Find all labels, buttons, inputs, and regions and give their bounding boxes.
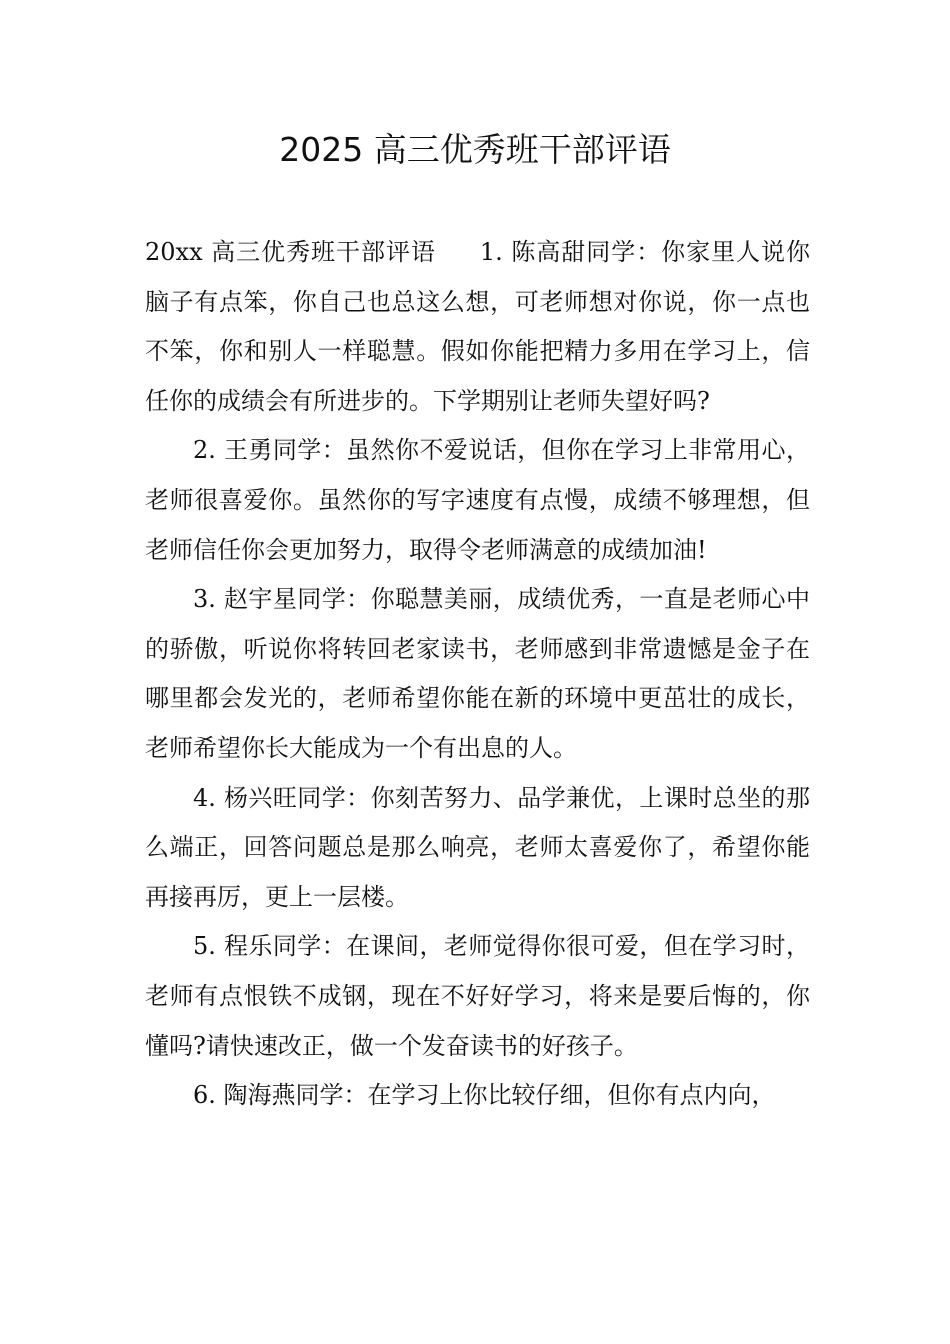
paragraph-4: 4. 杨兴旺同学：你刻苦努力、品学兼优，上课时总坐的那么端正，回答问题总是那么响亮，老师太喜爱你了，希望你能再接再厉，更上一层楼。 — [145, 783, 810, 911]
intro-heading: 20xx 高三优秀班干部评语 — [145, 238, 436, 266]
comment-1-text: 1. 陈高甜同学：你家里人说你脑子有点笨，你自己也总这么想，可老师想对你说，你一点也不笨，你和别人一样聪慧。假如你能把精力多用在学习上，信任你的成绩会有所进步的。下学期别让老师失望好吗? — [145, 238, 810, 415]
paragraph-5: 5. 程乐同学：在课间，老师觉得你很可爱，但在学习时，老师有点恨铁不成钢，现在不好好学习，将来是要后悔的，你懂吗?请快速改正，做一个发奋读书的好孩子。 — [145, 932, 810, 1060]
document-body — [145, 228, 810, 1121]
paragraph-6: 6. 陶海燕同学：在学习上你比较仔细，但你有点内向， — [193, 1081, 776, 1110]
paragraph-3: 3. 赵宇星同学：你聪慧美丽，成绩优秀，一直是老师心中的骄傲，听说你将转回老家读书，老师感到非常遗憾是金子在哪里都会发光的，老师希望你能在新的环境中更茁壮的成长，老师希望你长大能成为一个有出息的人。 — [145, 585, 810, 762]
paragraph-2: 2. 王勇同学：虽然你不爱说话，但你在学习上非常用心，老师很喜爱你。虽然你的写字速度有点慢，成绩不够理想，但老师信任你会更加努力，取得令老师满意的成绩加油! — [145, 436, 810, 564]
page-title: 2025 高三优秀班干部评语 — [279, 130, 671, 169]
paragraph-1 — [145, 228, 810, 426]
